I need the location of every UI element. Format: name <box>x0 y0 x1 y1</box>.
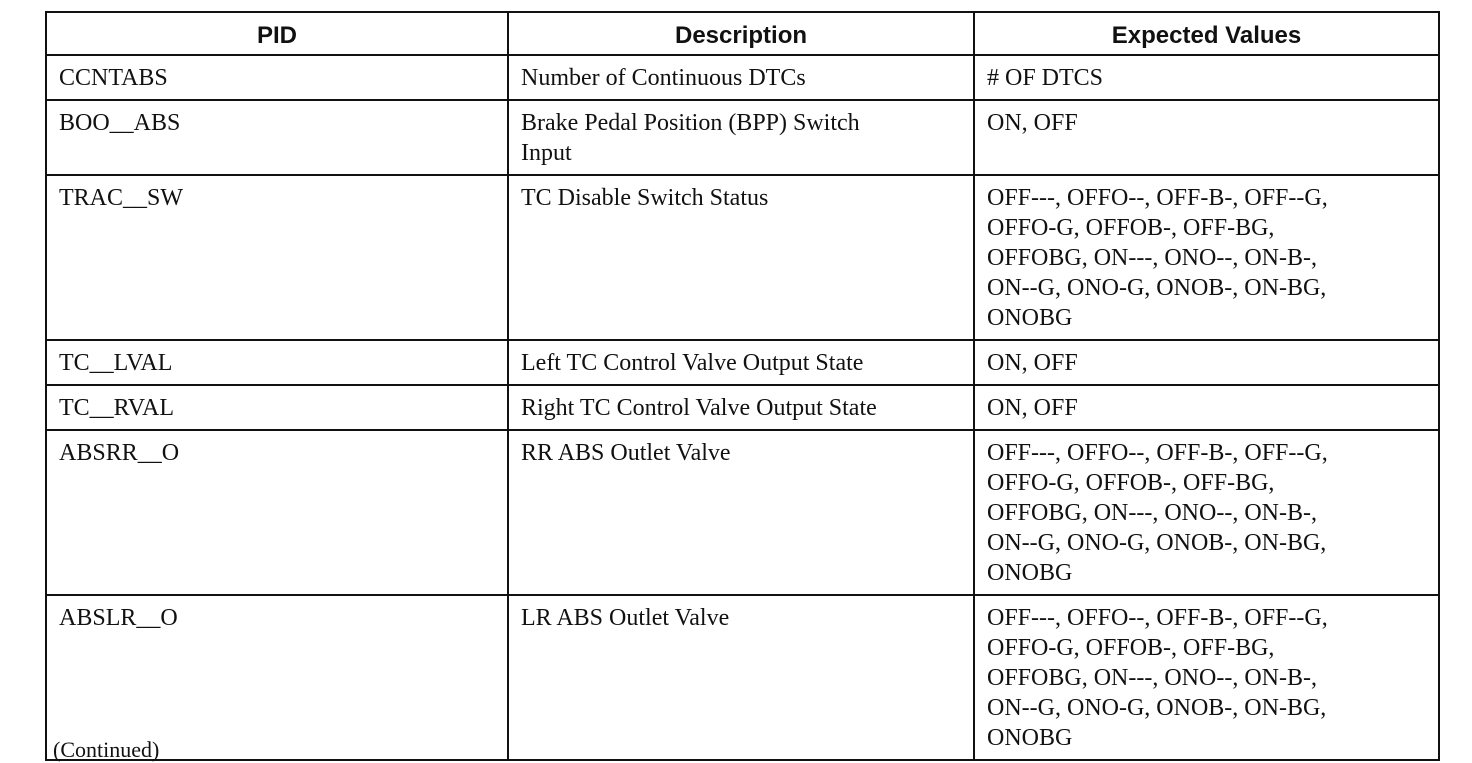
description-cell: Number of Continuous DTCs <box>508 55 974 100</box>
table-row <box>46 100 1439 175</box>
header-description: Description <box>508 12 974 55</box>
header-pid: PID <box>46 12 508 55</box>
pid-cell: BOO__ABS <box>46 100 508 175</box>
description-cell: Brake Pedal Position (BPP) Switch Input <box>508 100 974 175</box>
table-row <box>46 595 1439 760</box>
pid-cell: ABSLR__O <box>46 595 508 760</box>
description-cell: TC Disable Switch Status <box>508 175 974 340</box>
expected-values-cell: ON, OFF <box>974 100 1439 175</box>
pid-cell: TC__LVAL <box>46 340 508 385</box>
expected-values-cell: # OF DTCS <box>974 55 1439 100</box>
header-expected-values: Expected Values <box>974 12 1439 55</box>
table-row <box>46 430 1439 595</box>
description-cell: Left TC Control Valve Output State <box>508 340 974 385</box>
expected-values-cell: OFF---, OFFO--, OFF-B-, OFF--G, OFFO-G, OFFOB-, OFF-BG, OFFOBG, ON---, ONO--, ON-B-, ON--G, ONO-G, ONOB-, ON-BG, ONOBG <box>974 175 1439 340</box>
table-row <box>46 385 1439 430</box>
continued-note: (Continued) <box>53 737 160 762</box>
pid-cell: CCNTABS <box>46 55 508 100</box>
table-row <box>46 55 1439 100</box>
pid-cell: ABSRR__O <box>46 430 508 595</box>
header-row <box>46 12 1439 55</box>
description-cell: RR ABS Outlet Valve <box>508 430 974 595</box>
pid-table <box>45 11 1440 761</box>
table-row <box>46 175 1439 340</box>
expected-values-cell: ON, OFF <box>974 385 1439 430</box>
description-cell: LR ABS Outlet Valve <box>508 595 974 760</box>
expected-values-cell: ON, OFF <box>974 340 1439 385</box>
description-cell: Right TC Control Valve Output State <box>508 385 974 430</box>
expected-values-cell: OFF---, OFFO--, OFF-B-, OFF--G, OFFO-G, OFFOB-, OFF-BG, OFFOBG, ON---, ONO--, ON-B-, ON--G, ONO-G, ONOB-, ON-BG, ONOBG <box>974 430 1439 595</box>
expected-values-cell: OFF---, OFFO--, OFF-B-, OFF--G, OFFO-G, OFFOB-, OFF-BG, OFFOBG, ON---, ONO--, ON-B-, ON--G, ONO-G, ONOB-, ON-BG, ONOBG <box>974 595 1439 760</box>
pid-cell: TRAC__SW <box>46 175 508 340</box>
pid-cell: TC__RVAL <box>46 385 508 430</box>
table-row <box>46 340 1439 385</box>
